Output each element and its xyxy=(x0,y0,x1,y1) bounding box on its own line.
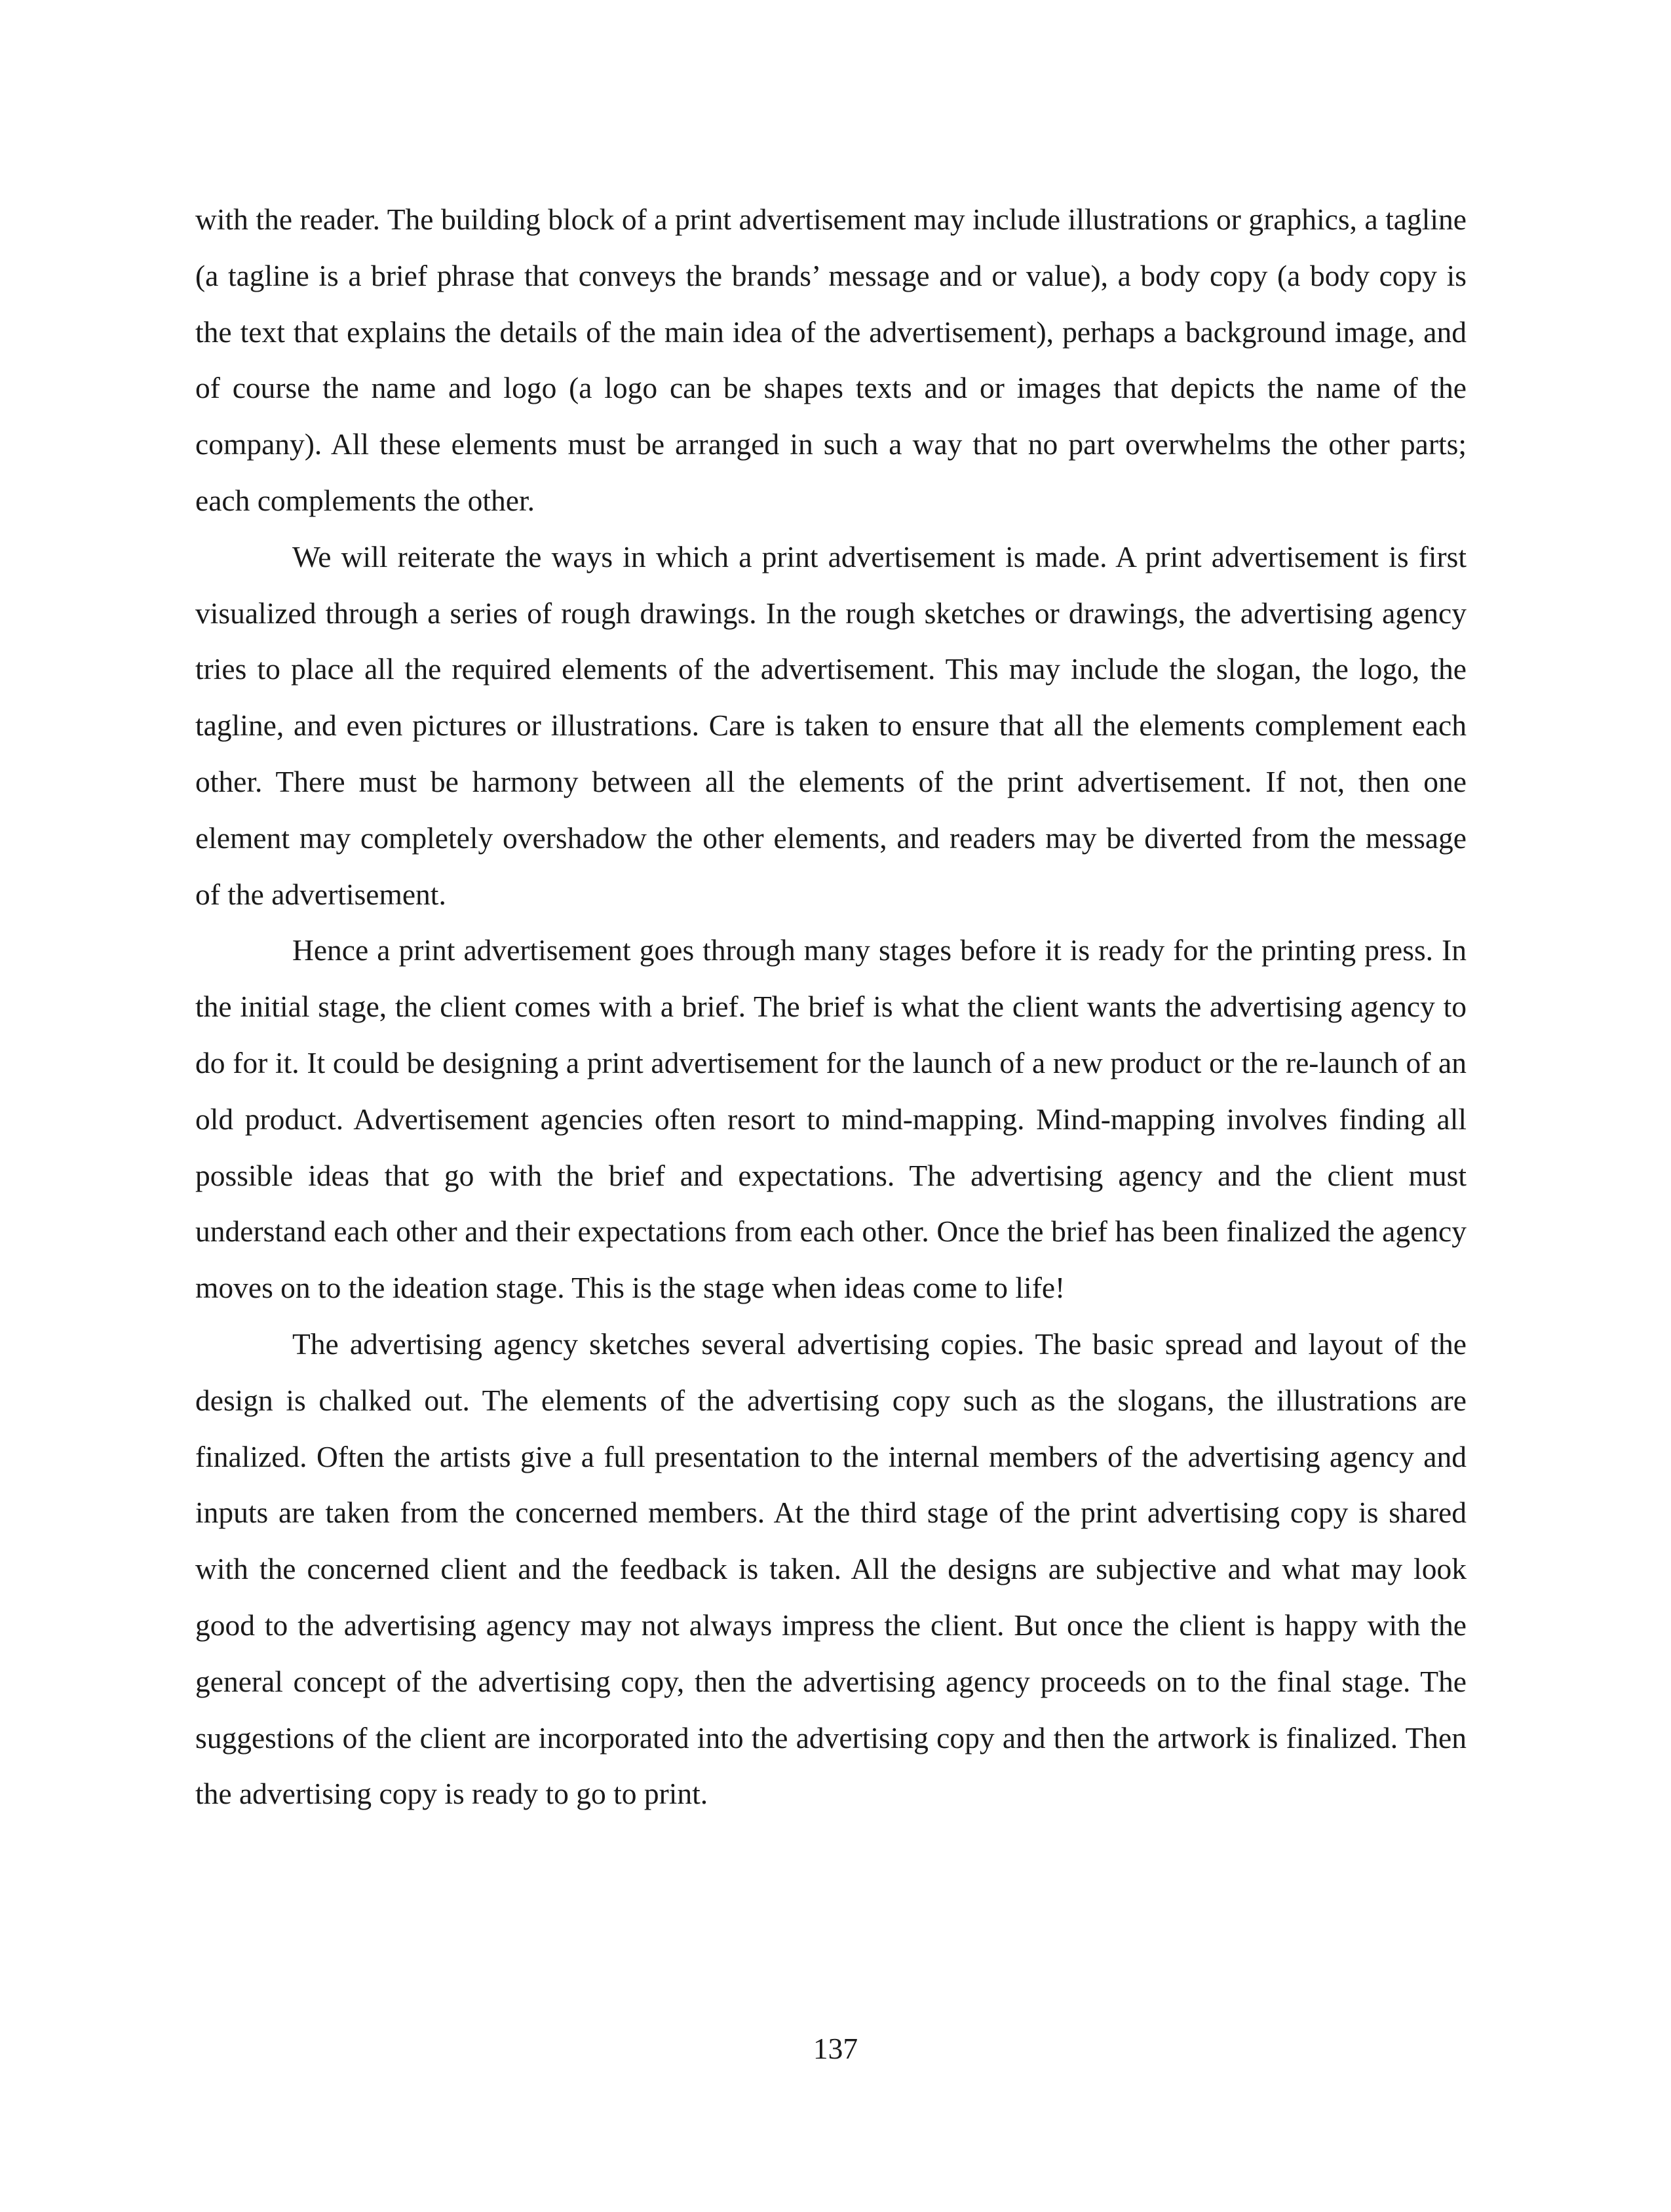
paragraph-2: We will reiterate the ways in which a print advertisement is made. A print advertisement is first visualized through a series of rough drawings. In the rough sketches or drawings, the advertising agency tries to place all the required elements of the advertisement. This may include the slogan, the logo, the tagline, and even pictures or illustrations. Care is taken to ensure that all the elements complement each other. There must be harmony between all the elements of the print advertisement. If not, then one element may completely overshadow the other elements, and readers may be diverted from the message of the advertisement. xyxy=(195,539,1467,911)
paragraph-1: with the reader. The building block of a print advertisement may include illustrations or graphics, a tagline (a tagline is a brief phrase that conveys the brands’ message and or value), a body copy (a body copy is the text that explains the details of the main idea of the advertisement), perhaps a background image, and of course the name and logo (a logo can be shapes texts and or images that depicts the name of the company). All these elements must be arranged in such a way that no part overwhelms the other parts; each complements the other. xyxy=(195,203,1467,517)
page-number: 137 xyxy=(813,2032,858,2065)
body-text xyxy=(195,191,1467,1822)
paragraph-3: Hence a print advertisement goes through many stages before it is ready for the printing press. In the initial stage, the client comes with a brief. The brief is what the client wants the advertising agency to do for it. It could be designing a print advertisement for the launch of a new product or the re-launch of an old product. Advertisement agencies often resort to mind-mapping. Mind-mapping involves finding all possible ideas that go with the brief and expectations. The advertising agency and the client must understand each other and their expectations from each other. Once the brief has been finalized the agency moves on to the ideation stage. This is the stage when ideas come to life! xyxy=(195,933,1467,1305)
paragraph-4: The advertising agency sketches several advertising copies. The basic spread and layout of the design is chalked out. The elements of the advertising copy such as the slogans, the illustrations are finalized. Often the artists give a full presentation to the internal members of the advertising agency and inputs are taken from the concerned members. At the third stage of the print advertising copy is shared with the concerned client and the feedback is taken. All the designs are subjective and what may look good to the advertising agency may not always impress the client. But once the client is happy with the general concept of the advertising copy, then the advertising agency proceeds on to the final stage. The suggestions of the client are incorporated into the advertising copy and then the artwork is finalized. Then the advertising copy is ready to go to print. xyxy=(195,1327,1467,1811)
